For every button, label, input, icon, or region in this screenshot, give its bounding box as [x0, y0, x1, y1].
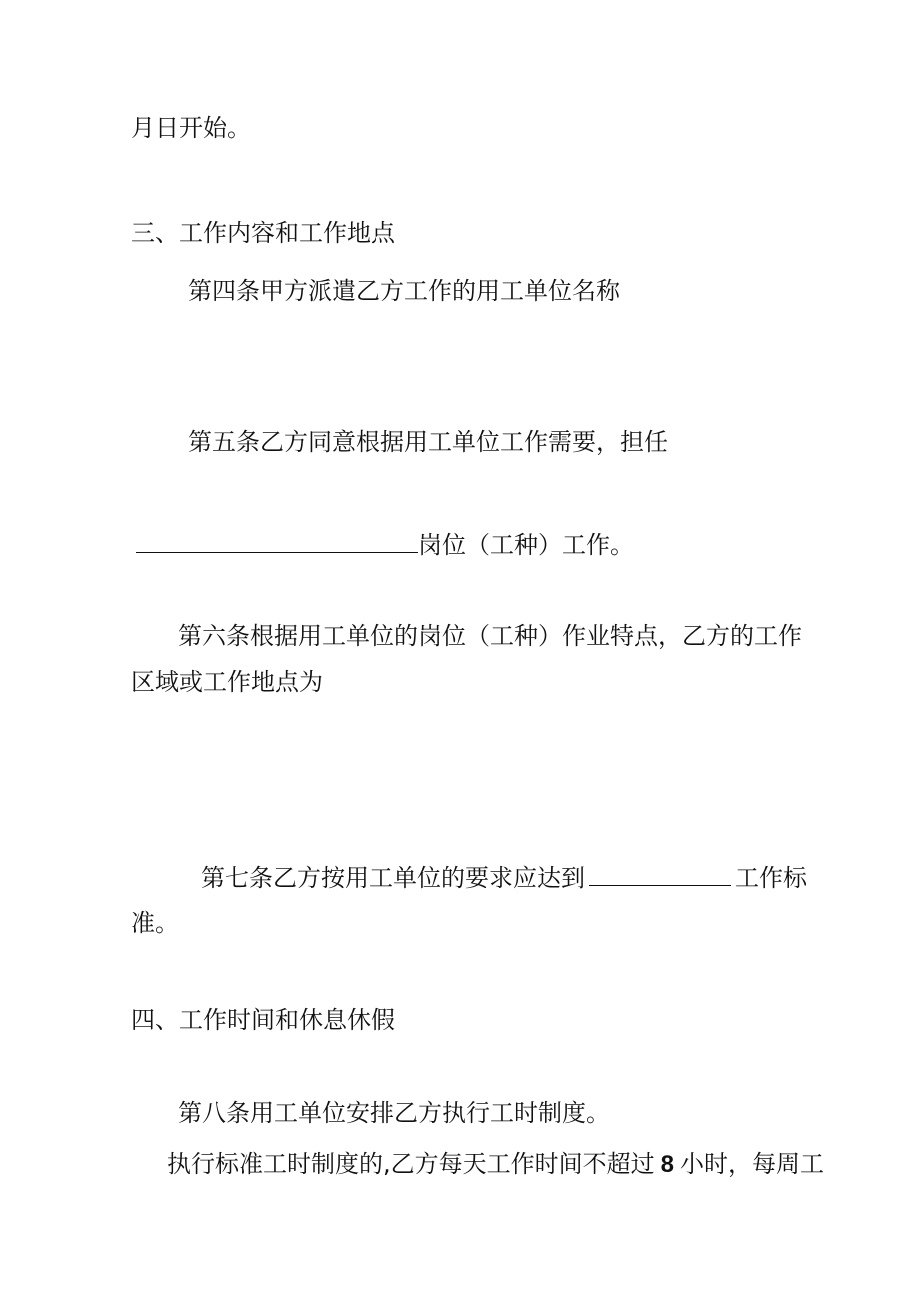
article-5-suffix: 岗位（工种）工作。	[418, 531, 634, 559]
article-4: 第四条甲方派遣乙方工作的用工单位名称	[188, 277, 620, 305]
article-7-suffix: 工作标	[735, 864, 807, 892]
hours-number: 8	[660, 1151, 674, 1178]
article-5-continuation	[136, 526, 634, 561]
fill-in-blank-standard[interactable]	[589, 859, 731, 886]
article-7-line-2: 准。	[131, 909, 179, 937]
article-8-detail-suffix: 小时，每周工	[680, 1150, 824, 1178]
article-5: 第五条乙方同意根据用工单位工作需要，担任	[188, 428, 668, 456]
article-7-line-1	[201, 859, 807, 894]
article-8-detail	[167, 1148, 824, 1181]
section-heading-3: 三、工作内容和工作地点	[131, 219, 395, 247]
article-7-prefix: 第七条乙方按用工单位的要求应达到	[201, 864, 585, 892]
paragraph-line: 月日开始。	[131, 114, 251, 142]
article-6-line-2: 区域或工作地点为	[131, 668, 323, 696]
article-8-detail-prefix: 执行标准工时制度的,乙方每天工作时间不超过	[167, 1150, 655, 1178]
article-6-line-1: 第六条根据用工单位的岗位（工种）作业特点，乙方的工作	[178, 622, 802, 650]
fill-in-blank-position[interactable]	[136, 526, 418, 553]
section-heading-4: 四、工作时间和休息休假	[131, 1006, 395, 1034]
article-8: 第八条用工单位安排乙方执行工时制度。	[178, 1099, 610, 1127]
